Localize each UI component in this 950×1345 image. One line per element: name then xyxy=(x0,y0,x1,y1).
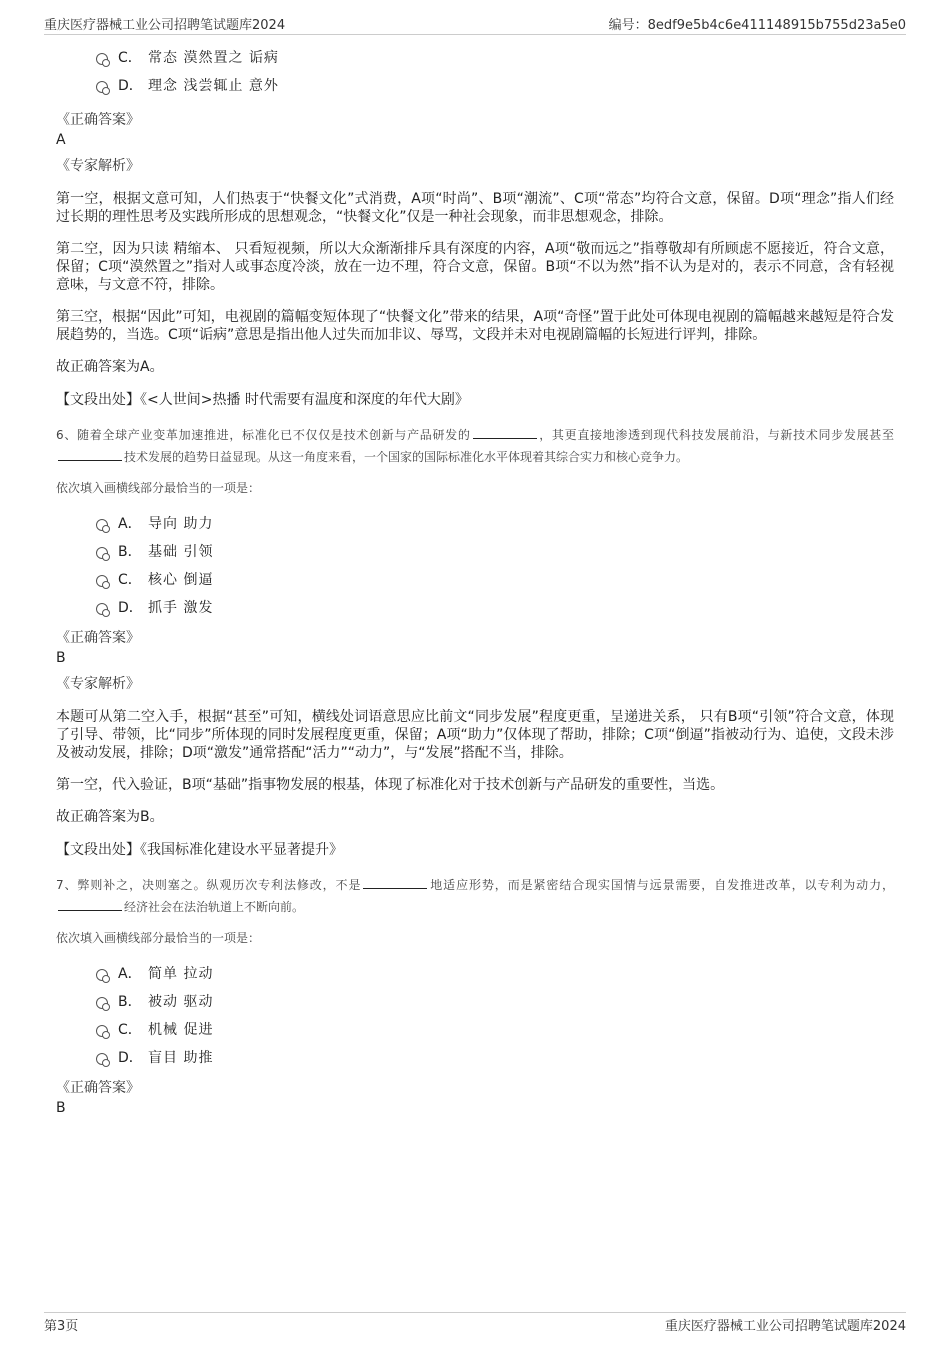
source-citation: 【文段出处】《我国标准化建设水平显著提升》 xyxy=(56,842,343,858)
question-stem: 6、随着全球产业变革加速推进，标准化已不仅仅是技术创新与产品研发的 ，其更直接地渗透到现代科技发展前沿，与新技术同步发展甚至技术发展的趋势日益显现。从这一角度来看，一个国家的国际标准化水平体现着其综合实力和核心竞争力。 xyxy=(56,428,894,464)
blank-line xyxy=(58,448,122,461)
option-c[interactable]: C． 核心 倒逼 xyxy=(96,566,894,594)
option-b[interactable]: B． 基础 引领 xyxy=(96,538,894,566)
question-prompt: 依次填入画横线部分最恰当的一项是： xyxy=(56,931,261,945)
radio-icon[interactable] xyxy=(96,603,108,615)
analysis-paragraph: 第一空，代入验证，B项“基础”指事物发展的根基，体现了标准化对于技术创新与产品研发的重要性，当选。 xyxy=(56,777,725,793)
radio-icon[interactable] xyxy=(96,575,108,587)
page-header xyxy=(44,14,906,35)
page-content xyxy=(56,44,894,1118)
question-stem: 7、弊则补之，决则塞之。纵观历次专利法修改，不是 地适应形势，而是紧密结合现实国情与远景需要，自发推进改革，以专利为动力，经济社会在法治轨道上不断向前。 xyxy=(56,878,894,914)
option-c[interactable]: C． 机械 促进 xyxy=(96,1016,894,1044)
answer-value: B xyxy=(56,1100,66,1116)
q7-options xyxy=(56,960,894,1072)
option-a[interactable]: A． 导向 助力 xyxy=(96,510,894,538)
answer-value: B xyxy=(56,650,66,666)
analysis-label: 《专家解析》 xyxy=(56,158,140,174)
answer-label: 《正确答案》 xyxy=(56,1080,140,1096)
answer-value: A xyxy=(56,132,66,148)
source-citation: 【文段出处】《<人世间>热播 时代需要有温度和深度的年代大剧》 xyxy=(56,392,469,408)
analysis-label: 《专家解析》 xyxy=(56,676,140,692)
option-b[interactable]: B． 被动 驱动 xyxy=(96,988,894,1016)
analysis-paragraph: 第三空，根据“因此”可知，电视剧的篇幅变短体现了“快餐文化”带来的结果，A项“奇怪”置于此处可体现电视剧的篇幅越来越短是符合发展趋势的，当选。C项“诟病”意思是指出他人过失而加非议、辱骂，文段并未对电视剧篇幅的长短进行评判，排除。 xyxy=(56,309,894,343)
radio-icon[interactable] xyxy=(96,81,108,93)
analysis-paragraph: 本题可从第二空入手，根据“甚至”可知，横线处词语意思应比前文“同步发展”程度更重，呈递进关系， 只有B项“引领”符合文意，体现了引导、带领，比“同步”所体现的同时发展程度更重，保留；A项“助力”仅体现了帮助，排除；C项“倒逼”指被动行为、追使，文段未涉及被动发展，排除；D项“激发”通常搭配“活力”“动力”，与“发展”搭配不当，排除。 xyxy=(56,709,894,761)
analysis-conclusion: 故正确答案为A。 xyxy=(56,359,164,375)
option-d[interactable]: D． 抓手 激发 xyxy=(96,594,894,622)
blank-line xyxy=(58,898,122,911)
option-c[interactable]: C． 常态 漠然置之 诟病 xyxy=(96,44,894,72)
analysis-paragraph: 第二空，因为只读 精缩本、 只看短视频，所以大众渐渐排斥具有深度的内容，A项“敬而远之”指尊敬却有所顾虑不愿接近，符合文意，保留；C项“漠然置之”指对人或事态度冷淡，放在一边不理，符合文意，保留。B项“不以为然”指不认为是对的，表示不同意，含有轻视意味，与文意不符，排除。 xyxy=(56,241,894,293)
option-a[interactable]: A． 简单 拉动 xyxy=(96,960,894,988)
radio-icon[interactable] xyxy=(96,53,108,65)
q6-options xyxy=(56,510,894,622)
header-serial: 编号：8edf9e5b4c6e411148915b755d23a5e0 xyxy=(608,18,906,33)
page-footer xyxy=(44,1312,906,1337)
blank-line xyxy=(473,426,537,439)
radio-icon[interactable] xyxy=(96,519,108,531)
radio-icon[interactable] xyxy=(96,1053,108,1065)
answer-label: 《正确答案》 xyxy=(56,112,140,128)
radio-icon[interactable] xyxy=(96,547,108,559)
radio-icon[interactable] xyxy=(96,997,108,1009)
radio-icon[interactable] xyxy=(96,1025,108,1037)
page-number: 第3页 xyxy=(44,1319,79,1334)
option-d[interactable]: D． 盲目 助推 xyxy=(96,1044,894,1072)
answer-label: 《正确答案》 xyxy=(56,630,140,646)
radio-icon[interactable] xyxy=(96,969,108,981)
analysis-paragraph: 第一空，根据文意可知，人们热衷于“快餐文化”式消费，A项“时尚”、B项“潮流”、C项“常态”均符合文意，保留。D项“理念”指人们经过长期的理性思考及实践所形成的思想观念，“快餐文化”仅是一种社会现象，而非思想观念，排除。 xyxy=(56,191,894,225)
analysis-conclusion: 故正确答案为B。 xyxy=(56,809,164,825)
question-prompt: 依次填入画横线部分最恰当的一项是： xyxy=(56,481,261,495)
header-title: 重庆医疗器械工业公司招聘笔试题库2024 xyxy=(44,18,286,33)
q5-options xyxy=(56,44,894,100)
footer-title: 重庆医疗器械工业公司招聘笔试题库2024 xyxy=(664,1319,906,1334)
blank-line xyxy=(363,876,427,889)
option-d[interactable]: D． 理念 浅尝辄止 意外 xyxy=(96,72,894,100)
